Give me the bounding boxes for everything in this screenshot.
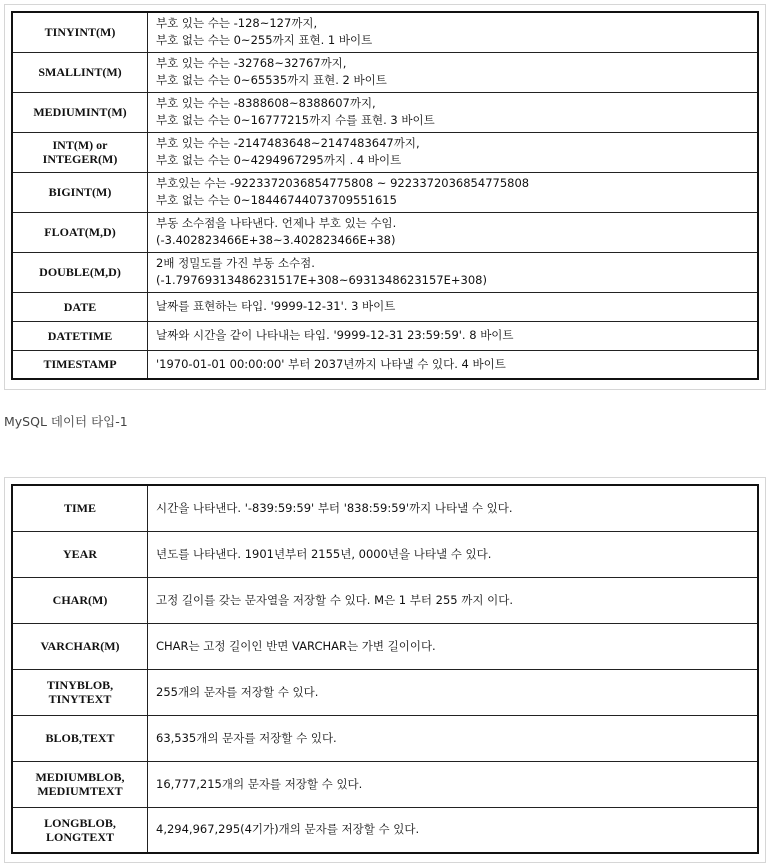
- description-cell: [148, 577, 759, 623]
- description-line: 63,535개의 문자를 저장할 수 있다.: [156, 730, 337, 745]
- description-cell: [148, 92, 759, 132]
- table-body-1: [12, 12, 758, 379]
- description-line: 날짜와 시간을 같이 나타내는 타입. '9999-12-31 23:59:59'. 8 바이트: [156, 328, 514, 342]
- type-cell: [12, 172, 148, 212]
- description-line: 부호 없는 수는 0~16777215까지 수를 표현. 3 바이트: [156, 113, 435, 127]
- description-line: 부호 있는 수는 -2147483648~2147483647까지,: [156, 136, 420, 150]
- table-caption: MySQL 데이터 타입-1: [4, 414, 128, 429]
- type-name: LONGBLOB,: [44, 815, 116, 830]
- description-cell: [148, 715, 759, 761]
- description-line: 부호 있는 수는 -8388608~8388607까지,: [156, 96, 376, 110]
- table-frame-1: [4, 4, 766, 390]
- description-line: 부호있는 수는 -9223372036854775808 ~ 9223372036854775808: [156, 176, 530, 190]
- type-name: TINYINT(M): [44, 25, 116, 40]
- type-cell: [12, 577, 148, 623]
- description-line: 255개의 문자를 저장할 수 있다.: [156, 684, 319, 699]
- description-cell: [148, 212, 759, 252]
- description-line: 2배 정밀도를 가진 부동 소수점.: [156, 256, 315, 270]
- description-line: '1970-01-01 00:00:00' 부터 2037년까지 나타낼 수 있다. 4 바이트: [156, 356, 506, 371]
- description-line: 부동 소수점을 나타낸다. 언제나 부호 있는 수임.: [156, 216, 397, 230]
- table-row: [12, 92, 758, 132]
- description-cell: [148, 252, 759, 292]
- type-cell: [12, 12, 148, 52]
- description-line: 고정 길이를 갖는 문자열을 저장할 수 있다. M은 1 부터 255 까지 이다.: [156, 592, 513, 607]
- table-row: [12, 12, 758, 52]
- description-cell: [148, 12, 759, 52]
- table-row: [12, 577, 758, 623]
- type-name: MEDIUMBLOB,: [35, 770, 125, 784]
- table-row: [12, 321, 758, 350]
- table-row: [12, 485, 758, 531]
- description-line: 부호 있는 수는 -128~127까지,: [156, 16, 318, 31]
- table-row: [12, 132, 758, 172]
- table-row: [12, 669, 758, 715]
- type-name: TIMESTAMP: [43, 357, 117, 372]
- table-frame-2: [4, 477, 766, 863]
- description-line: 시간을 나타낸다. '-839:59:59' 부터 '838:59:59'까지 나타낼 수 있다.: [156, 500, 513, 515]
- table-row: [12, 623, 758, 669]
- table-row: [12, 212, 758, 252]
- description-cell: [148, 172, 759, 212]
- type-cell: [12, 807, 148, 853]
- description-cell: [148, 807, 759, 853]
- type-name: DATE: [63, 299, 97, 314]
- description-line: 날짜를 표현하는 타입. '9999-12-31'. 3 바이트: [156, 299, 396, 313]
- description-line: 부호 없는 수는 0~18446744073709551615: [156, 193, 397, 207]
- table-row: [12, 52, 758, 92]
- table-row: [12, 172, 758, 212]
- description-cell: [148, 132, 759, 172]
- description-line: 부호 없는 수는 0~65535까지 표현. 2 바이트: [156, 73, 387, 87]
- type-name: BIGINT(M): [48, 185, 112, 199]
- type-cell: [12, 92, 148, 132]
- table-row: [12, 252, 758, 292]
- description-cell: [148, 292, 759, 321]
- description-cell: [148, 321, 759, 350]
- type-cell: [12, 321, 148, 350]
- type-name: TINYTEXT: [48, 692, 112, 706]
- description-line: 16,777,215개의 문자를 저장할 수 있다.: [156, 776, 363, 791]
- type-cell: [12, 531, 148, 577]
- description-line: 부호 있는 수는 -32768~32767까지,: [156, 56, 347, 70]
- description-cell: [148, 761, 759, 807]
- type-name: BLOB,TEXT: [45, 731, 115, 745]
- type-cell: [12, 292, 148, 321]
- type-name: VARCHAR(M): [40, 639, 120, 653]
- table-row: [12, 807, 758, 853]
- data-type-table-2: [11, 484, 759, 854]
- description-line: CHAR는 고정 길이인 반면 VARCHAR는 가변 길이이다.: [156, 638, 436, 653]
- description-cell: [148, 623, 759, 669]
- description-line: 년도를 나타낸다. 1901년부터 2155년, 0000년을 나타낼 수 있다.: [156, 546, 492, 561]
- table-row: [12, 531, 758, 577]
- type-name: CHAR(M): [52, 593, 108, 607]
- type-name: DATETIME: [47, 328, 113, 343]
- description-cell: [148, 350, 759, 379]
- type-cell: [12, 212, 148, 252]
- type-name: INTEGER(M): [42, 152, 118, 166]
- type-cell: [12, 132, 148, 172]
- type-name: TIME: [63, 501, 96, 516]
- description-line: (-1.79769313486231517E+308~6931348623157E+308): [156, 273, 487, 287]
- type-name: DOUBLE(M,D): [39, 265, 121, 279]
- table-row: [12, 761, 758, 807]
- description-line: (-3.402823466E+38~3.402823466E+38): [156, 233, 396, 247]
- description-cell: [148, 485, 759, 531]
- type-name: LONGTEXT: [45, 829, 114, 844]
- type-name: INT(M) or: [52, 138, 108, 152]
- table-row: [12, 292, 758, 321]
- description-cell: [148, 531, 759, 577]
- type-name: MEDIUMTEXT: [37, 784, 123, 798]
- description-line: 4,294,967,295(4기가)개의 문자를 저장할 수 있다.: [156, 822, 420, 837]
- type-cell: [12, 252, 148, 292]
- type-name: TINYBLOB,: [46, 678, 114, 692]
- type-cell: [12, 623, 148, 669]
- description-cell: [148, 669, 759, 715]
- data-type-table-1: [11, 11, 759, 380]
- table-body-2: [12, 485, 758, 853]
- description-line: 부호 없는 수는 0~4294967295까지 . 4 바이트: [156, 153, 402, 167]
- table-row: [12, 715, 758, 761]
- table-row: [12, 350, 758, 379]
- type-name: FLOAT(M,D): [44, 225, 116, 239]
- type-cell: [12, 669, 148, 715]
- type-name: SMALLINT(M): [38, 65, 122, 79]
- type-name: YEAR: [62, 547, 97, 561]
- type-cell: [12, 761, 148, 807]
- type-cell: [12, 350, 148, 379]
- description-cell: [148, 52, 759, 92]
- type-cell: [12, 485, 148, 531]
- type-name: MEDIUMINT(M): [33, 105, 127, 119]
- type-cell: [12, 52, 148, 92]
- type-cell: [12, 715, 148, 761]
- description-line: 부호 없는 수는 0~255까지 표현. 1 바이트: [156, 33, 373, 48]
